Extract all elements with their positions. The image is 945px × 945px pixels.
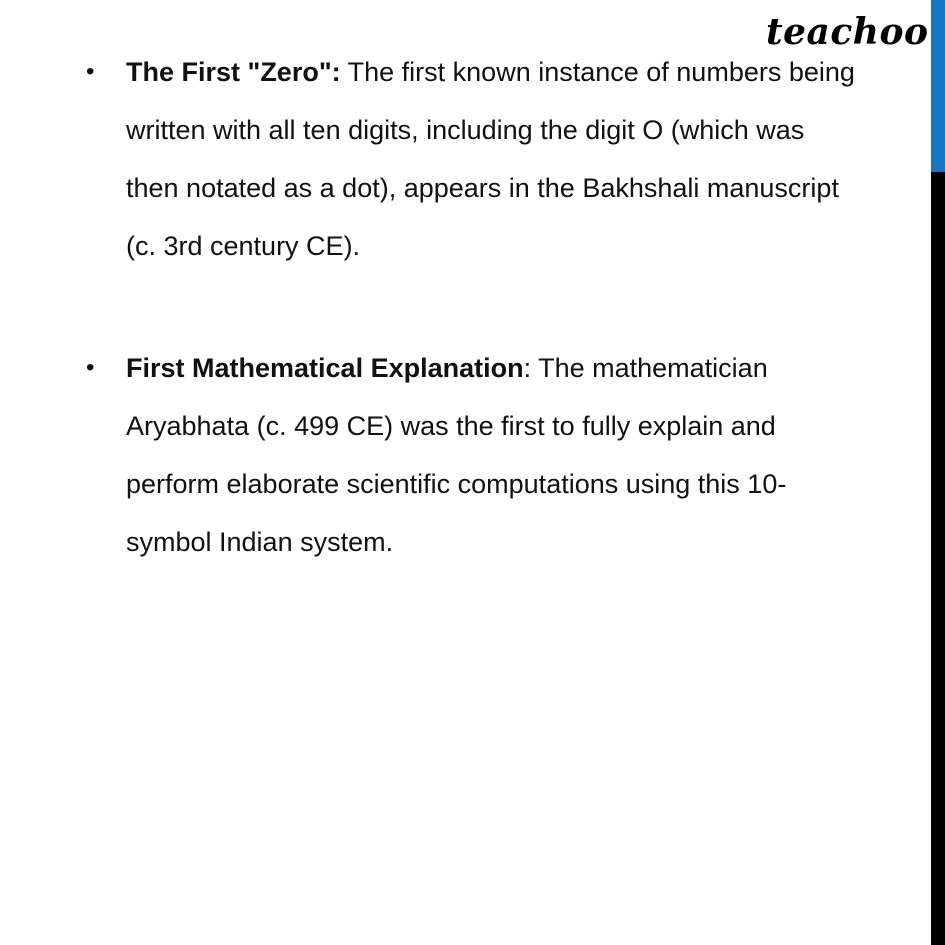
bullet-marker: •	[86, 58, 95, 85]
bullet-text: : The mathematician Aryabhata (c. 499 CE) was the first to fully explain and perform elaborate scientific computations using this 10-symbol Indian system.	[126, 353, 787, 557]
side-bar-accent	[931, 0, 945, 172]
bullet-text: The first known instance of numbers being written with all ten digits, including the digit O (which was then notated as a dot), appears in the Bakhshali manuscript (c. 3rd century CE).	[126, 57, 855, 261]
teachoo-logo: teachoo	[766, 11, 929, 53]
bullet-marker: •	[86, 354, 95, 381]
bullet-heading: First Mathematical Explanation	[126, 353, 524, 383]
side-bar	[931, 0, 945, 945]
slide-content	[86, 43, 858, 571]
bullet-first-zero	[86, 43, 858, 275]
bullet-first-explanation	[86, 339, 858, 571]
bullet-heading: The First "Zero":	[126, 57, 341, 87]
